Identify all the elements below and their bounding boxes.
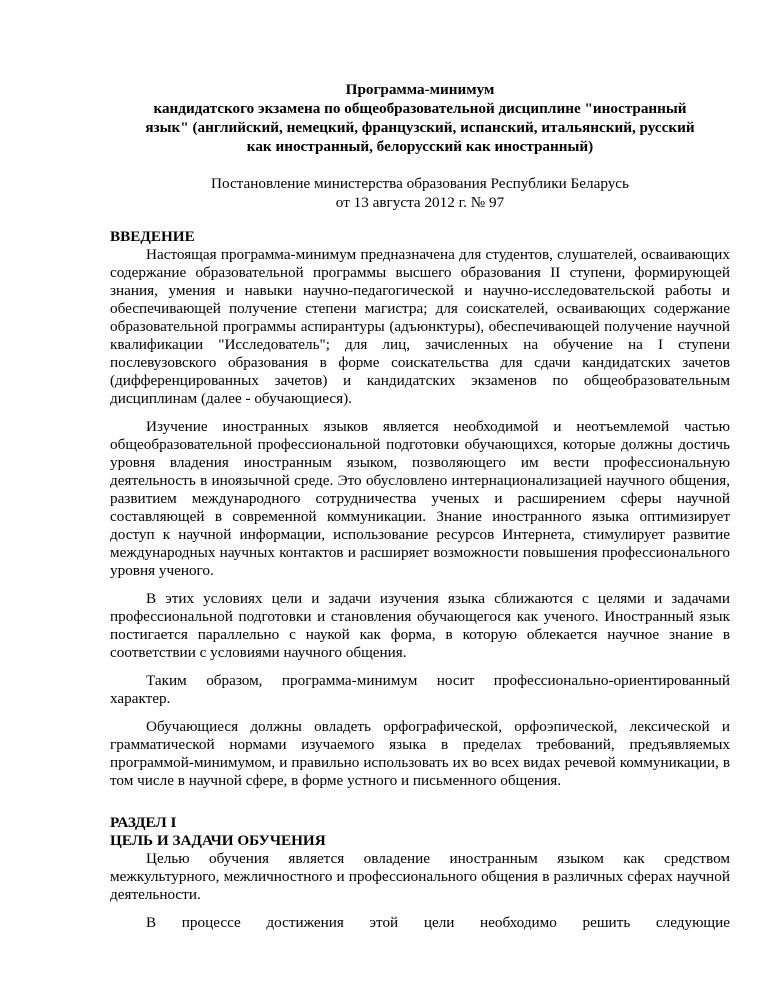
section-paragraph: Целью обучения является овладение иностранным языком как средством межкультурного, межличностного и профессионального общения в различных сферах научной деятельности.: [110, 850, 730, 903]
intro-heading: ВВЕДЕНИЕ: [110, 228, 195, 245]
intro-paragraph: Обучающиеся должны овладеть орфографической, орфоэпической, лексической и грамматической нормами изучаемого языка в пределах требований, предъявляемых программой-минимумом, и правильно использовать их во всех видах речевой коммуникации, в том числе в научной сфере, в форме устного и письменного общения.: [110, 718, 730, 789]
intro-paragraph: Изучение иностранных языков является необходимой и неотъемлемой частью общеобразовательной профессиональной подготовки обучающихся, которые должны достичь уровня владения иностранным языком, позволяющего им вести профессиональную деятельность в иноязычной среде. Это обусловлено интернационализацией научного общения, развитием международного сотрудничества ученых и расширением сферы научной составляющей в современной коммуникации. Знание иностранного языка оптимизирует доступ к научной информации, использование ресурсов Интернета, стимулирует развитие международных научных контактов и расширяет возможности повышения профессионального уровня ученого.: [110, 418, 730, 579]
document-title: [110, 80, 730, 156]
title-line: кандидатского экзамена по общеобразовательной дисциплине "иностранный: [153, 100, 687, 117]
section-number: РАЗДЕЛ I: [110, 814, 177, 831]
section-paragraph: В процессе достижения этой цели необходимо решить следующие: [146, 914, 730, 931]
document-page: [110, 80, 730, 932]
decree-reference: [110, 174, 730, 212]
section-heading: [110, 814, 730, 850]
decree-line: Постановление министерства образования Республики Беларусь: [211, 175, 629, 192]
intro-paragraph: Таким образом, программа-минимум носит профессионально-ориентированный характер.: [110, 672, 730, 707]
title-line: язык" (английский, немецкий, французский, испанский, итальянский, русский: [145, 119, 695, 136]
decree-line: от 13 августа 2012 г. № 97: [335, 194, 505, 211]
section-title: ЦЕЛЬ И ЗАДАЧИ ОБУЧЕНИЯ: [110, 832, 326, 849]
title-line: как иностранный, белорусский как иностранный): [246, 138, 594, 155]
intro-paragraph: В этих условиях цели и задачи изучения языка сближаются с целями и задачами профессиональной подготовки и становления обучающегося как ученого. Иностранный язык постигается параллельно с наукой как форма, в которую облекается научное знание в соответствии с условиями научного общения.: [110, 590, 730, 661]
intro-paragraph: Настоящая программа-минимум предназначена для студентов, слушателей, осваивающих содержание образовательной программы высшего образования II ступени, формирующей знания, умения и навыки научно-педагогической и научно-исследовательской работы и обеспечивающей получение степени магистра; для соискателей, осваивающих содержание образовательной программы аспирантуры (адъюнктуры), обеспечивающей получение научной квалификации "Исследователь"; для лиц, зачисленных на обучение на I ступени послевузовского образования в форме соискательства для сдачи кандидатских зачетов (дифференцированных зачетов) и кандидатских экзаменов по общеобразовательным дисциплинам (далее - обучающиеся).: [110, 246, 730, 407]
title-line: Программа-минимум: [345, 81, 495, 98]
